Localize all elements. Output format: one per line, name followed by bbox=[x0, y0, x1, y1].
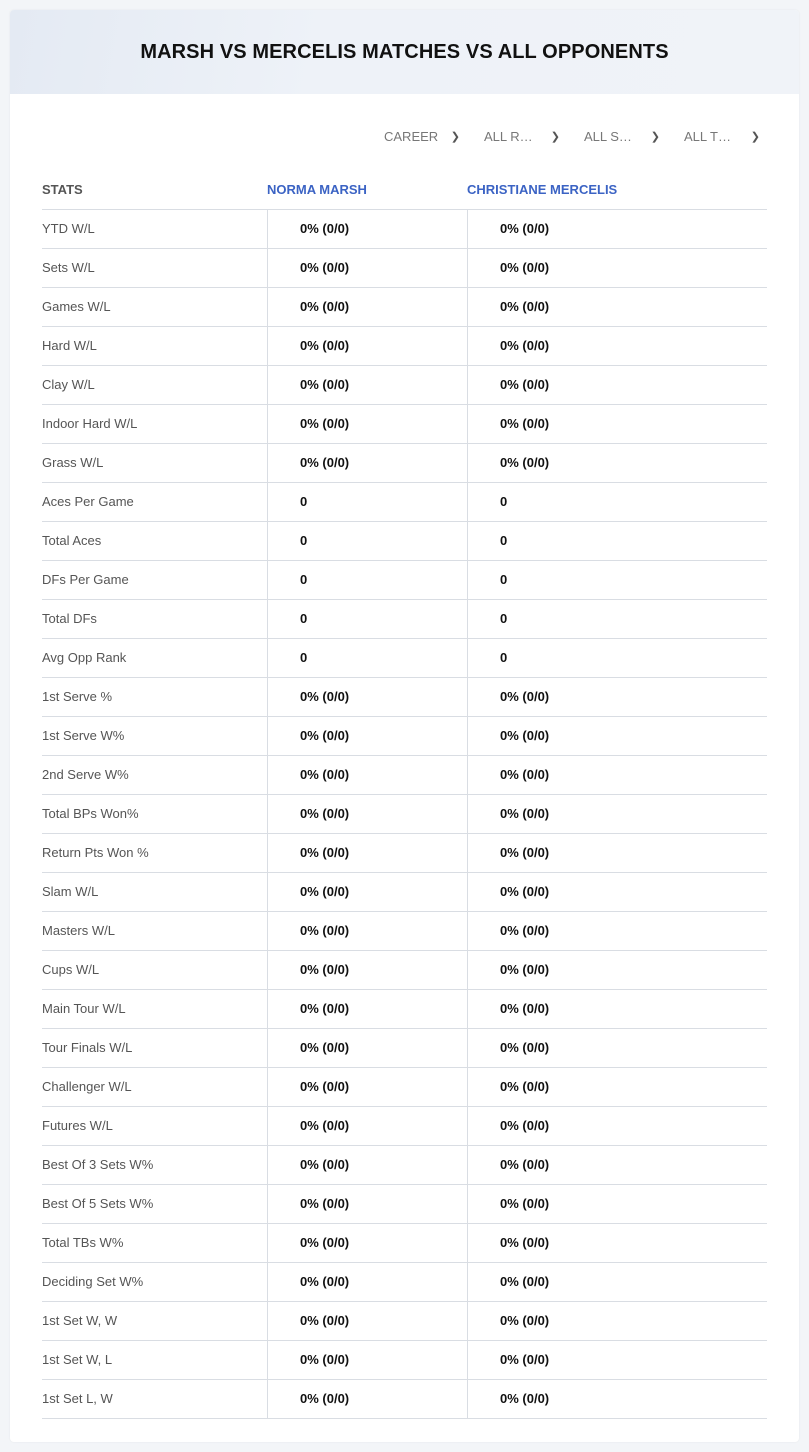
table-row bbox=[42, 210, 767, 249]
filter-round-label: ALL R… bbox=[484, 128, 533, 144]
stat-label: Sets W/L bbox=[42, 260, 95, 275]
player2-stat-value: 0% (0/0) bbox=[467, 288, 667, 326]
table-row bbox=[42, 444, 767, 483]
player2-stat-value: 0% (0/0) bbox=[467, 405, 667, 443]
player2-stat-value: 0% (0/0) bbox=[467, 444, 667, 482]
player2-stat-value: 0% (0/0) bbox=[467, 1224, 667, 1262]
stat-label: Total BPs Won% bbox=[42, 806, 139, 821]
stat-label: 1st Set W, W bbox=[42, 1313, 118, 1328]
player1-stat-value: 0% (0/0) bbox=[267, 327, 467, 365]
table-row bbox=[42, 600, 767, 639]
player2-stat-value: 0% (0/0) bbox=[467, 912, 667, 950]
table-row bbox=[42, 795, 767, 834]
column-header-stats: STATS bbox=[42, 181, 83, 197]
player1-stat-value: 0% (0/0) bbox=[267, 756, 467, 794]
player1-stat-value: 0% (0/0) bbox=[267, 795, 467, 833]
chevron-down-icon: ❯ bbox=[450, 130, 460, 143]
player2-stat-value: 0% (0/0) bbox=[467, 1263, 667, 1301]
stat-label: 1st Set W, L bbox=[42, 1352, 113, 1367]
stat-label: Aces Per Game bbox=[42, 494, 134, 509]
player1-stat-value: 0% (0/0) bbox=[267, 1380, 467, 1418]
player2-stat-value: 0% (0/0) bbox=[467, 834, 667, 872]
player2-stat-value: 0 bbox=[467, 483, 667, 521]
table-row bbox=[42, 1068, 767, 1107]
player2-stat-value: 0 bbox=[467, 522, 667, 560]
table-row bbox=[42, 834, 767, 873]
stat-label: 1st Set L, W bbox=[42, 1391, 113, 1406]
stat-label: Slam W/L bbox=[42, 884, 99, 899]
player2-stat-value: 0% (0/0) bbox=[467, 873, 667, 911]
player2-stat-value: 0% (0/0) bbox=[467, 678, 667, 716]
table-row bbox=[42, 717, 767, 756]
player2-stat-value: 0 bbox=[467, 600, 667, 638]
player2-stat-value: 0% (0/0) bbox=[467, 249, 667, 287]
table-row bbox=[42, 1224, 767, 1263]
stats-card bbox=[10, 10, 799, 1442]
table-row bbox=[42, 990, 767, 1029]
stat-label: Best Of 5 Sets W% bbox=[42, 1196, 154, 1211]
stat-label: Clay W/L bbox=[42, 377, 95, 392]
table-row bbox=[42, 366, 767, 405]
player1-stat-value: 0% (0/0) bbox=[267, 1107, 467, 1145]
table-row bbox=[42, 639, 767, 678]
player1-stat-value: 0 bbox=[267, 600, 467, 638]
table-row bbox=[42, 522, 767, 561]
stat-label: 2nd Serve W% bbox=[42, 767, 129, 782]
stat-label: Tour Finals W/L bbox=[42, 1040, 133, 1055]
filter-round-select[interactable] bbox=[472, 122, 572, 150]
player2-stat-value: 0% (0/0) bbox=[467, 1146, 667, 1184]
player2-stat-value: 0% (0/0) bbox=[467, 1029, 667, 1067]
table-row bbox=[42, 1029, 767, 1068]
stat-label: Return Pts Won % bbox=[42, 845, 149, 860]
player1-stat-value: 0 bbox=[267, 522, 467, 560]
table-row bbox=[42, 678, 767, 717]
card-header bbox=[10, 10, 799, 94]
stat-label: YTD W/L bbox=[42, 221, 95, 236]
table-row bbox=[42, 1107, 767, 1146]
stat-label: Indoor Hard W/L bbox=[42, 416, 138, 431]
table-row bbox=[42, 327, 767, 366]
stat-label: Avg Opp Rank bbox=[42, 650, 127, 665]
player2-stat-value: 0% (0/0) bbox=[467, 1107, 667, 1145]
player1-stat-value: 0 bbox=[267, 561, 467, 599]
stats-table bbox=[42, 169, 767, 1419]
player1-stat-value: 0% (0/0) bbox=[267, 717, 467, 755]
stat-label: 1st Serve W% bbox=[42, 728, 125, 743]
player2-stat-value: 0% (0/0) bbox=[467, 1341, 667, 1379]
filter-period-label: CAREER bbox=[384, 128, 439, 144]
player2-stat-value: 0% (0/0) bbox=[467, 1068, 667, 1106]
table-header bbox=[42, 169, 767, 210]
player2-stat-value: 0% (0/0) bbox=[467, 756, 667, 794]
player1-stat-value: 0% (0/0) bbox=[267, 951, 467, 989]
chevron-down-icon: ❯ bbox=[650, 130, 660, 143]
player1-stat-value: 0% (0/0) bbox=[267, 210, 467, 248]
table-row bbox=[42, 951, 767, 990]
table-row bbox=[42, 1146, 767, 1185]
table-row bbox=[42, 483, 767, 522]
stat-label: Challenger W/L bbox=[42, 1079, 132, 1094]
player1-stat-value: 0% (0/0) bbox=[267, 912, 467, 950]
table-row bbox=[42, 288, 767, 327]
player1-stat-value: 0 bbox=[267, 483, 467, 521]
table-row bbox=[42, 756, 767, 795]
stat-label: Deciding Set W% bbox=[42, 1274, 144, 1289]
table-row bbox=[42, 1380, 767, 1419]
player2-stat-value: 0% (0/0) bbox=[467, 210, 667, 248]
stat-label: DFs Per Game bbox=[42, 572, 129, 587]
filter-surface-select[interactable] bbox=[572, 122, 672, 150]
player1-stat-value: 0 bbox=[267, 639, 467, 677]
player2-stat-value: 0% (0/0) bbox=[467, 717, 667, 755]
stat-label: Total TBs W% bbox=[42, 1235, 124, 1250]
player2-stat-value: 0% (0/0) bbox=[467, 951, 667, 989]
column-header-player2-link[interactable]: CHRISTIANE MERCELIS bbox=[467, 181, 618, 197]
player1-stat-value: 0% (0/0) bbox=[267, 1302, 467, 1340]
table-row bbox=[42, 873, 767, 912]
player1-stat-value: 0% (0/0) bbox=[267, 873, 467, 911]
player2-stat-value: 0% (0/0) bbox=[467, 1302, 667, 1340]
column-header-player1-link[interactable]: NORMA MARSH bbox=[267, 181, 367, 197]
player1-stat-value: 0% (0/0) bbox=[267, 1146, 467, 1184]
player2-stat-value: 0 bbox=[467, 561, 667, 599]
filter-bar bbox=[372, 122, 772, 150]
stat-label: Grass W/L bbox=[42, 455, 104, 470]
page-title: MARSH VS MERCELIS MATCHES VS ALL OPPONENTS bbox=[140, 40, 669, 63]
stat-label: 1st Serve % bbox=[42, 689, 113, 704]
filter-period-select[interactable] bbox=[372, 122, 472, 150]
stat-label: Total Aces bbox=[42, 533, 102, 548]
filter-tournament-label: ALL T… bbox=[684, 128, 731, 144]
player2-stat-value: 0 bbox=[467, 639, 667, 677]
stat-label: Cups W/L bbox=[42, 962, 100, 977]
chevron-down-icon: ❯ bbox=[750, 130, 760, 143]
filter-surface-label: ALL S… bbox=[584, 128, 632, 144]
table-row bbox=[42, 912, 767, 951]
table-row bbox=[42, 1302, 767, 1341]
player1-stat-value: 0% (0/0) bbox=[267, 834, 467, 872]
chevron-down-icon: ❯ bbox=[550, 130, 560, 143]
player2-stat-value: 0% (0/0) bbox=[467, 1380, 667, 1418]
table-body bbox=[42, 210, 767, 1419]
table-row bbox=[42, 1263, 767, 1302]
player1-stat-value: 0% (0/0) bbox=[267, 1029, 467, 1067]
stat-label: Main Tour W/L bbox=[42, 1001, 126, 1016]
stat-label: Hard W/L bbox=[42, 338, 97, 353]
player2-stat-value: 0% (0/0) bbox=[467, 990, 667, 1028]
filter-tournament-select[interactable] bbox=[672, 122, 772, 150]
player1-stat-value: 0% (0/0) bbox=[267, 990, 467, 1028]
table-row bbox=[42, 1185, 767, 1224]
player2-stat-value: 0% (0/0) bbox=[467, 795, 667, 833]
player1-stat-value: 0% (0/0) bbox=[267, 249, 467, 287]
stat-label: Total DFs bbox=[42, 611, 97, 626]
table-row bbox=[42, 1341, 767, 1380]
player2-stat-value: 0% (0/0) bbox=[467, 366, 667, 404]
player2-stat-value: 0% (0/0) bbox=[467, 327, 667, 365]
player2-stat-value: 0% (0/0) bbox=[467, 1185, 667, 1223]
player1-stat-value: 0% (0/0) bbox=[267, 678, 467, 716]
player1-stat-value: 0% (0/0) bbox=[267, 366, 467, 404]
player1-stat-value: 0% (0/0) bbox=[267, 288, 467, 326]
player1-stat-value: 0% (0/0) bbox=[267, 1263, 467, 1301]
table-row bbox=[42, 405, 767, 444]
player1-stat-value: 0% (0/0) bbox=[267, 405, 467, 443]
player1-stat-value: 0% (0/0) bbox=[267, 1224, 467, 1262]
player1-stat-value: 0% (0/0) bbox=[267, 1185, 467, 1223]
stat-label: Masters W/L bbox=[42, 923, 115, 938]
table-row bbox=[42, 249, 767, 288]
player1-stat-value: 0% (0/0) bbox=[267, 1341, 467, 1379]
stat-label: Games W/L bbox=[42, 299, 111, 314]
table-row bbox=[42, 561, 767, 600]
stat-label: Best Of 3 Sets W% bbox=[42, 1157, 154, 1172]
player1-stat-value: 0% (0/0) bbox=[267, 444, 467, 482]
stat-label: Futures W/L bbox=[42, 1118, 113, 1133]
player1-stat-value: 0% (0/0) bbox=[267, 1068, 467, 1106]
